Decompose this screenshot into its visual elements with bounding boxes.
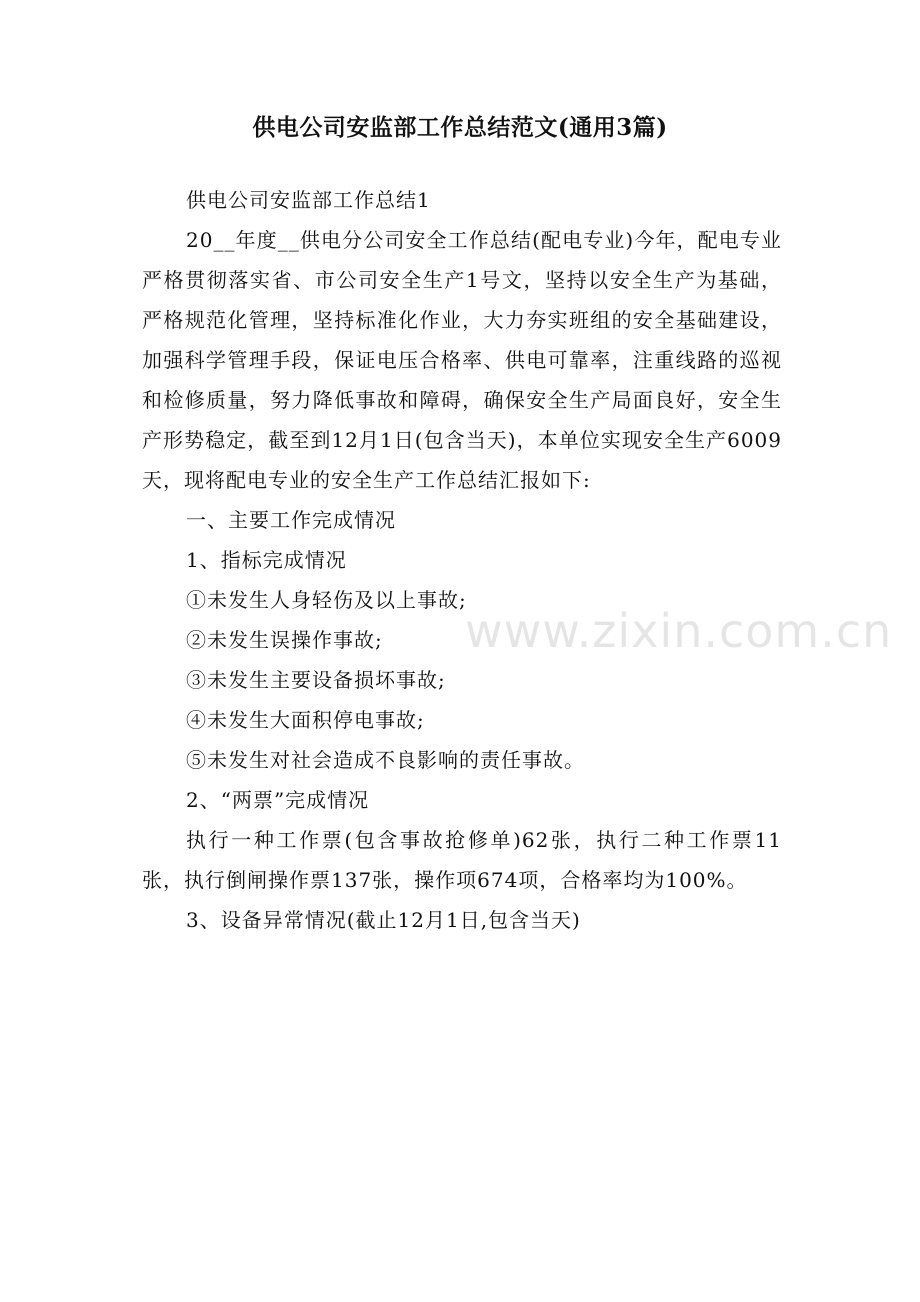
intro-paragraph: 20__年度__供电分公司安全工作总结(配电专业)今年，配电专业严格贯彻落实省、市公司安全生产1号文，坚持以安全生产为基础，严格规范化管理，坚持标准化作业，大力夯实班组的安全基础建设，加强科学管理手段，保证电压合格率、供电可靠率，注重线路的巡视和检修质量，努力降低事故和障碍，确保安全生产局面良好，安全生产形势稳定，截至到12月1日(包含当天)，本单位实现安全生产6009天，现将配电专业的安全生产工作总结汇报如下: — [142, 228, 782, 492]
subheading-indicators: 1、指标完成情况 — [186, 548, 347, 572]
subheading-main-work: 一、主要工作完成情况 — [186, 508, 396, 532]
document-body — [142, 180, 782, 940]
section-heading: 供电公司安监部工作总结1 — [186, 188, 431, 212]
watermark: www.zixin.com.cn — [465, 604, 893, 658]
list-item: ④未发生大面积停电事故; — [186, 708, 425, 732]
list-item: ②未发生误操作事故; — [186, 628, 383, 652]
document-title: 供电公司安监部工作总结范文(通用3篇) — [252, 114, 668, 141]
subheading-equipment: 3、设备异常情况(截止12月1日,包含当天) — [186, 908, 581, 932]
tickets-paragraph: 执行一种工作票(包含事故抢修单)62张，执行二种工作票11张，执行倒闸操作票137张，操作项674项，合格率均为100%。 — [142, 828, 782, 892]
list-item: ⑤未发生对社会造成不良影响的责任事故。 — [186, 748, 585, 772]
list-item: ③未发生主要设备损坏事故; — [186, 668, 446, 692]
list-item: ①未发生人身轻伤及以上事故; — [186, 588, 467, 612]
subheading-two-tickets: 2、“两票”完成情况 — [186, 788, 370, 812]
